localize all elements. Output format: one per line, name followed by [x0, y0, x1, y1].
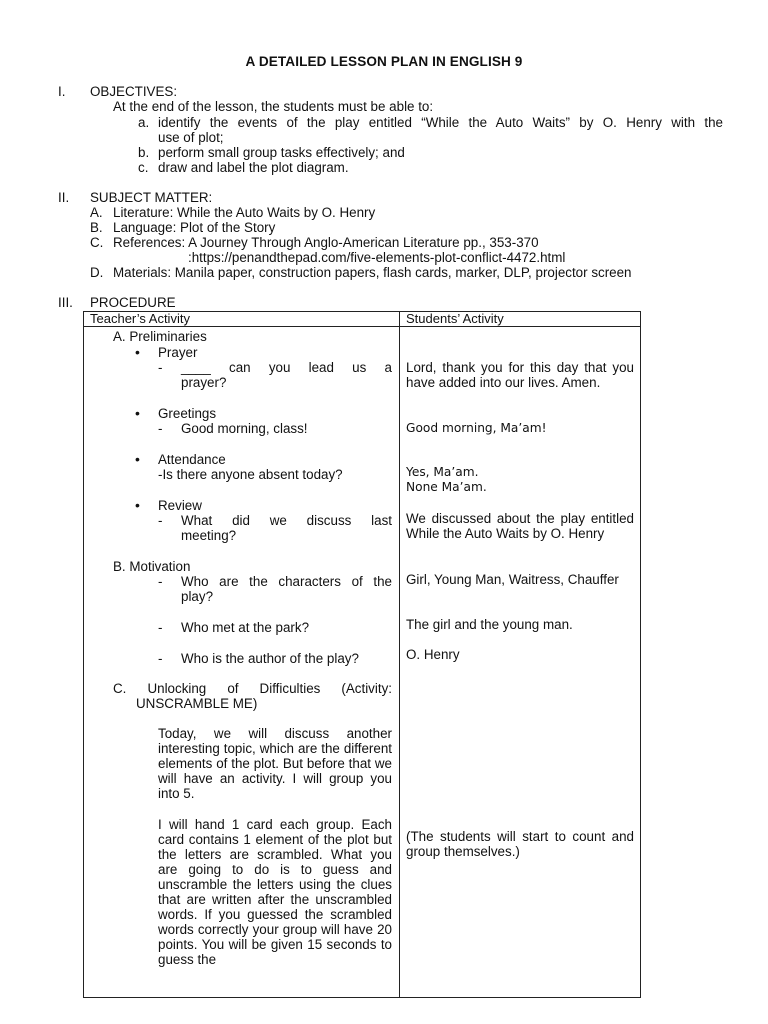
prayer-question-line2: prayer? — [181, 375, 227, 390]
bullet-icon: • — [135, 451, 140, 467]
instructions-paragraph: I will hand 1 card each group. Each card contains 1 element of the plot but the letters are scrambled. What you are going to do is to guess and unscramble the letters using the clues that are written after the unscrambled words. If you guessed the scrambled words correctly your group will have 20 points. You will be given 15 seconds to guess the — [158, 817, 392, 967]
subject-c-text: References: A Journey Through Anglo-American Literature pp., 353-370 — [113, 235, 539, 250]
motivation-question-3: Who is the author of the play? — [181, 651, 359, 666]
dash-icon: - — [158, 513, 163, 528]
motivation-question-1-line2: play? — [181, 589, 214, 604]
prayer-question-line1: ____ can you lead us a — [181, 360, 392, 375]
dash-icon: - — [158, 360, 163, 375]
prayer-label: Prayer — [158, 345, 198, 360]
answer-prayer: Lord, thank you for this day that you have added into our lives. Amen. — [406, 360, 634, 390]
bullet-icon: • — [135, 344, 140, 360]
dash-icon: - — [158, 620, 163, 635]
subject-c-url: :https://penandthepad.com/five-elements-plot-conflict-4472.html — [188, 250, 566, 265]
objective-a-mark: a. — [138, 115, 150, 130]
bullet-icon: • — [135, 405, 140, 421]
procedure-number: III. — [58, 295, 73, 310]
objective-a-line1: identify the events of the play entitled “While the Auto Waits” by O. Henry with the — [158, 115, 723, 130]
attendance-question: -Is there anyone absent today? — [158, 467, 343, 482]
objectives-heading: OBJECTIVES: — [90, 84, 178, 99]
objective-c-mark: c. — [138, 160, 149, 175]
bullet-icon: • — [135, 497, 140, 513]
teacher-activity-cell — [84, 327, 400, 998]
answer-characters: Girl, Young Man, Waitress, Chauffer — [406, 572, 619, 587]
procedure-heading: PROCEDURE — [90, 295, 176, 310]
subject-d-text: Materials: Manila paper, construction papers, flash cards, marker, DLP, projector screen — [113, 265, 632, 280]
teacher-activity-header: Teacher’s Activity — [84, 312, 400, 327]
procedure-table — [83, 311, 641, 998]
motivation-question-2: Who met at the park? — [181, 620, 310, 635]
preliminaries-heading: A. Preliminaries — [113, 329, 207, 344]
review-label: Review — [158, 498, 202, 513]
greetings-question: Good morning, class! — [181, 421, 308, 436]
unlocking-heading-line1: C. Unlocking of Difficulties (Activity: — [113, 681, 392, 696]
motivation-heading: B. Motivation — [113, 559, 191, 574]
dash-icon: - — [158, 421, 163, 436]
students-activity-header: Students’ Activity — [400, 312, 641, 327]
answer-park: The girl and the young man. — [406, 617, 573, 632]
greetings-label: Greetings — [158, 406, 217, 421]
document-title: A DETAILED LESSON PLAN IN ENGLISH 9 — [245, 54, 523, 69]
subject-matter-number: II. — [58, 190, 70, 205]
objective-b-mark: b. — [138, 145, 150, 160]
answer-review: We discussed about the play entitled While the Auto Waits by O. Henry — [406, 511, 634, 541]
subject-b-text: Language: Plot of the Story — [113, 220, 276, 235]
objectives-intro: At the end of the lesson, the students must be able to: — [113, 99, 434, 114]
attendance-label: Attendance — [158, 452, 226, 467]
subject-matter-heading: SUBJECT MATTER: — [90, 190, 213, 205]
motivation-question-1-line1: Who are the characters of the — [181, 574, 392, 589]
objective-a-line2: use of plot; — [158, 130, 224, 145]
answer-grouping: (The students will start to count and group themselves.) — [406, 829, 634, 859]
answer-attendance-2: None Ma’am. — [406, 480, 487, 494]
subject-a-text: Literature: While the Auto Waits by O. Henry — [113, 205, 376, 220]
objective-b-text: perform small group tasks effectively; and — [158, 145, 405, 160]
dash-icon: - — [158, 574, 163, 589]
students-activity-cell — [400, 327, 641, 998]
answer-greetings: Good morning, Ma’am! — [406, 421, 547, 435]
objectives-number: I. — [58, 84, 66, 99]
subject-a-mark: A. — [90, 205, 103, 220]
procedure-table-header — [84, 312, 641, 327]
review-question-line2: meeting? — [181, 528, 237, 543]
subject-c-mark: C. — [90, 235, 104, 250]
answer-author: O. Henry — [406, 647, 460, 662]
procedure-table-body — [84, 327, 641, 998]
answer-attendance-1: Yes, Ma’am. — [406, 465, 479, 479]
objective-c-text: draw and label the plot diagram. — [158, 160, 349, 175]
subject-d-mark: D. — [90, 265, 104, 280]
dash-icon: - — [158, 651, 163, 666]
subject-b-mark: B. — [90, 220, 103, 235]
intro-paragraph: Today, we will discuss another interesting topic, which are the different elements of the plot. But before that we will have an activity. I will group you into 5. — [158, 726, 392, 801]
review-question-line1: What did we discuss last — [181, 513, 392, 528]
unlocking-heading-line2: UNSCRAMBLE ME) — [136, 696, 258, 711]
